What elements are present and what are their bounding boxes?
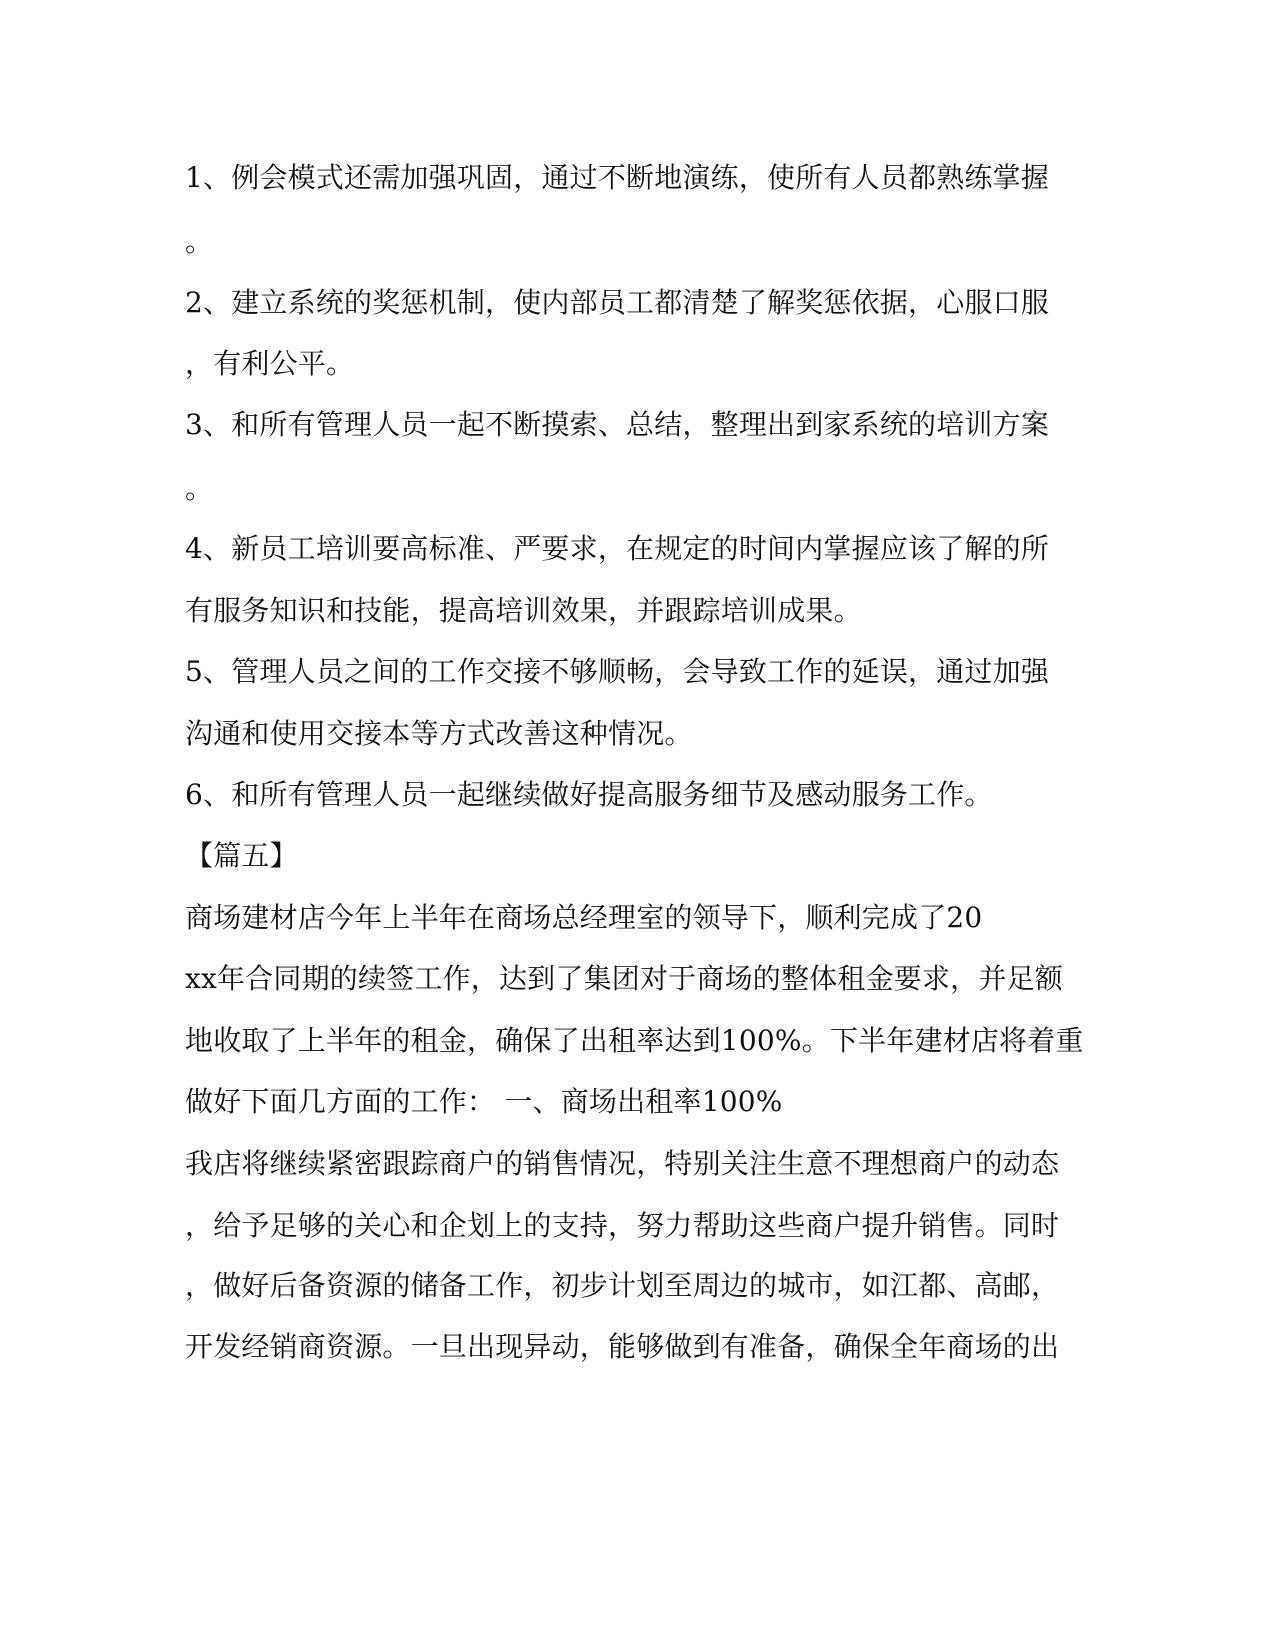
text-line: 商场建材店今年上半年在商场总经理室的领导下，顺利完成了20 [185, 901, 983, 934]
text-line: 。 [185, 225, 214, 258]
text-line: 4、新员工培训要高标准、严要求，在规定的时间内掌握应该了解的所 [185, 532, 1050, 565]
text-line: 。 [185, 472, 214, 505]
text-line: 3、和所有管理人员一起不断摸索、总结，整理出到家系统的培训方案 [185, 408, 1050, 441]
text-line: 有服务知识和技能，提高培训效果，并跟踪培训成果。 [185, 594, 862, 627]
text-line: ，做好后备资源的储备工作，初步计划至周边的城市，如江都、高邮， [185, 1269, 1060, 1302]
text-line: 沟通和使用交接本等方式改善这种情况。 [185, 717, 693, 750]
text-line: 1、例会模式还需加强巩固，通过不断地演练，使所有人员都熟练掌握 [185, 161, 1050, 194]
text-line: 地收取了上半年的租金，确保了出租率达到100%。下半年建材店将着重 [185, 1024, 1084, 1057]
text-line: xx年合同期的续签工作，达到了集团对于商场的整体租金要求，并足额 [185, 962, 1063, 995]
section-heading: 【篇五】 [185, 839, 298, 872]
text-line: 我店将继续紧密跟踪商户的销售情况，特别关注生意不理想商户的动态 [185, 1147, 1060, 1180]
text-line: 开发经销商资源。一旦出现异动，能够做到有准备，确保全年商场的出 [185, 1330, 1060, 1363]
text-line: 6、和所有管理人员一起继续做好提高服务细节及感动服务工作。 [185, 778, 993, 811]
text-line: 2、建立系统的奖惩机制，使内部员工都清楚了解奖惩依据，心服口服 [185, 286, 1050, 319]
text-line: ，给予足够的关心和企划上的支持，努力帮助这些商户提升销售。同时 [185, 1209, 1060, 1242]
text-line: ，有利公平。 [185, 347, 355, 380]
text-line: 做好下面几方面的工作： 一、商场出租率100% [185, 1085, 783, 1118]
text-line: 5、管理人员之间的工作交接不够顺畅，会导致工作的延误，通过加强 [185, 655, 1050, 688]
